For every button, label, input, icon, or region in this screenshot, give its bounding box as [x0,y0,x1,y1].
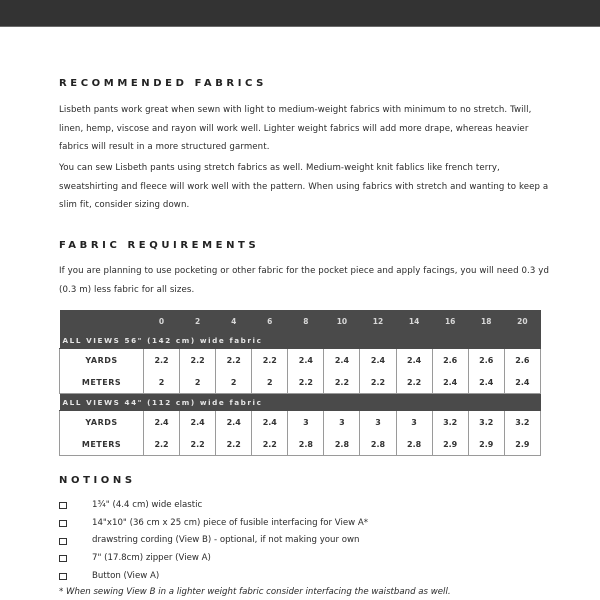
table-cell: 2.2 [288,371,324,394]
table-cell: 2.8 [324,433,360,456]
table-row [60,411,541,434]
recommended-fabrics-heading: RECOMMENDED FABRICS [59,78,267,89]
fabric-requirements-intro: If you are planning to use pocketing or other fabric for the pocket piece and apply facings, you will need 0.3 yd (0.3 m) less fabric for all sizes. [59,266,549,295]
notion-label: Button (View A) [92,570,160,581]
table-cell: 2.9 [432,433,468,456]
table-cell: 2.2 [396,371,432,394]
table-cell: 2.2 [360,371,396,394]
table-cell: 2.4 [504,371,540,394]
fabric-requirements-table [59,310,541,456]
size-header: 4 [216,310,252,332]
top-bar [0,0,600,27]
list-item [59,497,368,515]
size-header: 0 [144,310,180,332]
notions-footnote: * When sewing View B in a lighter weight fabric consider interfacing the waistband as well. [59,587,451,597]
table-cell: 2 [216,371,252,394]
table-cell: 2.2 [216,349,252,372]
checkbox-icon[interactable] [59,573,67,580]
table-cell: 2.4 [324,349,360,372]
size-header: 18 [468,310,504,332]
group-label: ALL VIEWS 56" (142 cm) wide fabric [60,332,541,349]
table-cell: 3 [360,411,396,434]
size-header: 6 [252,310,288,332]
list-item [59,550,368,568]
fabric-group-44 [60,394,541,456]
table-cell: 2.2 [144,349,180,372]
size-header: 12 [360,310,396,332]
table-cell: 2.6 [432,349,468,372]
group-label-row [60,394,541,411]
table-cell: 2.4 [432,371,468,394]
table-cell: 2 [144,371,180,394]
table-cell: 3 [324,411,360,434]
table-cell: 2 [252,371,288,394]
table-cell: 2.4 [180,411,216,434]
table-cell: 2 [180,371,216,394]
table-cell: 2.4 [468,371,504,394]
table-cell: 2.6 [504,349,540,372]
table-cell: 2.2 [180,433,216,456]
list-item [59,515,368,533]
list-item [59,532,368,550]
table-row [60,349,541,372]
table-cell: 2.8 [360,433,396,456]
table-cell: 2.8 [396,433,432,456]
recommended-fabrics-paragraph-2: You can sew Lisbeth pants using stretch fabrics as well. Medium-weight knit fablics like french terry, sweatshirting and fleece will work well with the pattern. When using fabrics with stretch and wanting to keep a slim fit, consider sizing down. [59,163,549,210]
size-header: 16 [432,310,468,332]
table-cell: 3.2 [504,411,540,434]
size-header: 20 [504,310,540,332]
notions-heading: NOTIONS [59,475,136,486]
table-cell: 2.2 [252,433,288,456]
fabric-requirements-heading: FABRIC REQUIREMENTS [59,240,260,251]
row-label: METERS [60,371,144,394]
table-cell: 2.9 [468,433,504,456]
notion-label: 14"x10" (36 cm x 25 cm) piece of fusible interfacing for View A* [92,517,369,528]
row-label: METERS [60,433,144,456]
size-header-row [60,310,541,332]
checkbox-icon[interactable] [59,555,67,562]
table-cell: 3.2 [468,411,504,434]
checkbox-icon[interactable] [59,520,67,527]
table-cell: 2.2 [252,349,288,372]
notion-label: 7" (17.8cm) zipper (View A) [92,553,211,564]
table-cell: 2.4 [144,411,180,434]
table-cell: 2.6 [468,349,504,372]
size-header: 2 [180,310,216,332]
size-header: 8 [288,310,324,332]
table-cell: 2.9 [504,433,540,456]
table-cell: 3 [396,411,432,434]
checkbox-icon[interactable] [59,538,67,545]
table-cell: 2.2 [144,433,180,456]
group-label: ALL VIEWS 44" (112 cm) wide fabric [60,394,541,411]
notions-list [59,497,368,585]
table-cell: 2.8 [288,433,324,456]
size-header: 10 [324,310,360,332]
table-cell: 2.4 [216,411,252,434]
table-cell: 3 [288,411,324,434]
table-cell: 2.2 [324,371,360,394]
table-cell: 2.4 [360,349,396,372]
table-cell: 2.4 [288,349,324,372]
table-cell: 2.2 [180,349,216,372]
fabric-group-56 [60,332,541,394]
size-header: 14 [396,310,432,332]
table-row [60,371,541,394]
table-cell: 2.2 [216,433,252,456]
table-cell: 2.4 [396,349,432,372]
list-item [59,568,368,586]
row-label: YARDS [60,349,144,372]
table-cell: 3.2 [432,411,468,434]
notion-label: 1¾" (4.4 cm) wide elastic [92,500,203,510]
recommended-fabrics-paragraph-1: Lisbeth pants work great when sewn with light to medium-weight fabrics with minimum to no stretch. Twill, linen, hemp, viscose and rayon will work well. Lighter weight fabrics will add more drape, whereas heavier fabrics will result in a more structured garment. [59,105,532,152]
size-header-blank [60,310,144,332]
group-label-row [60,332,541,349]
notion-label: drawstring cording (View B) - optional, if not making your own [92,535,360,546]
table-row [60,433,541,456]
table-cell: 2.4 [252,411,288,434]
row-label: YARDS [60,411,144,434]
checkbox-icon[interactable] [59,502,67,509]
